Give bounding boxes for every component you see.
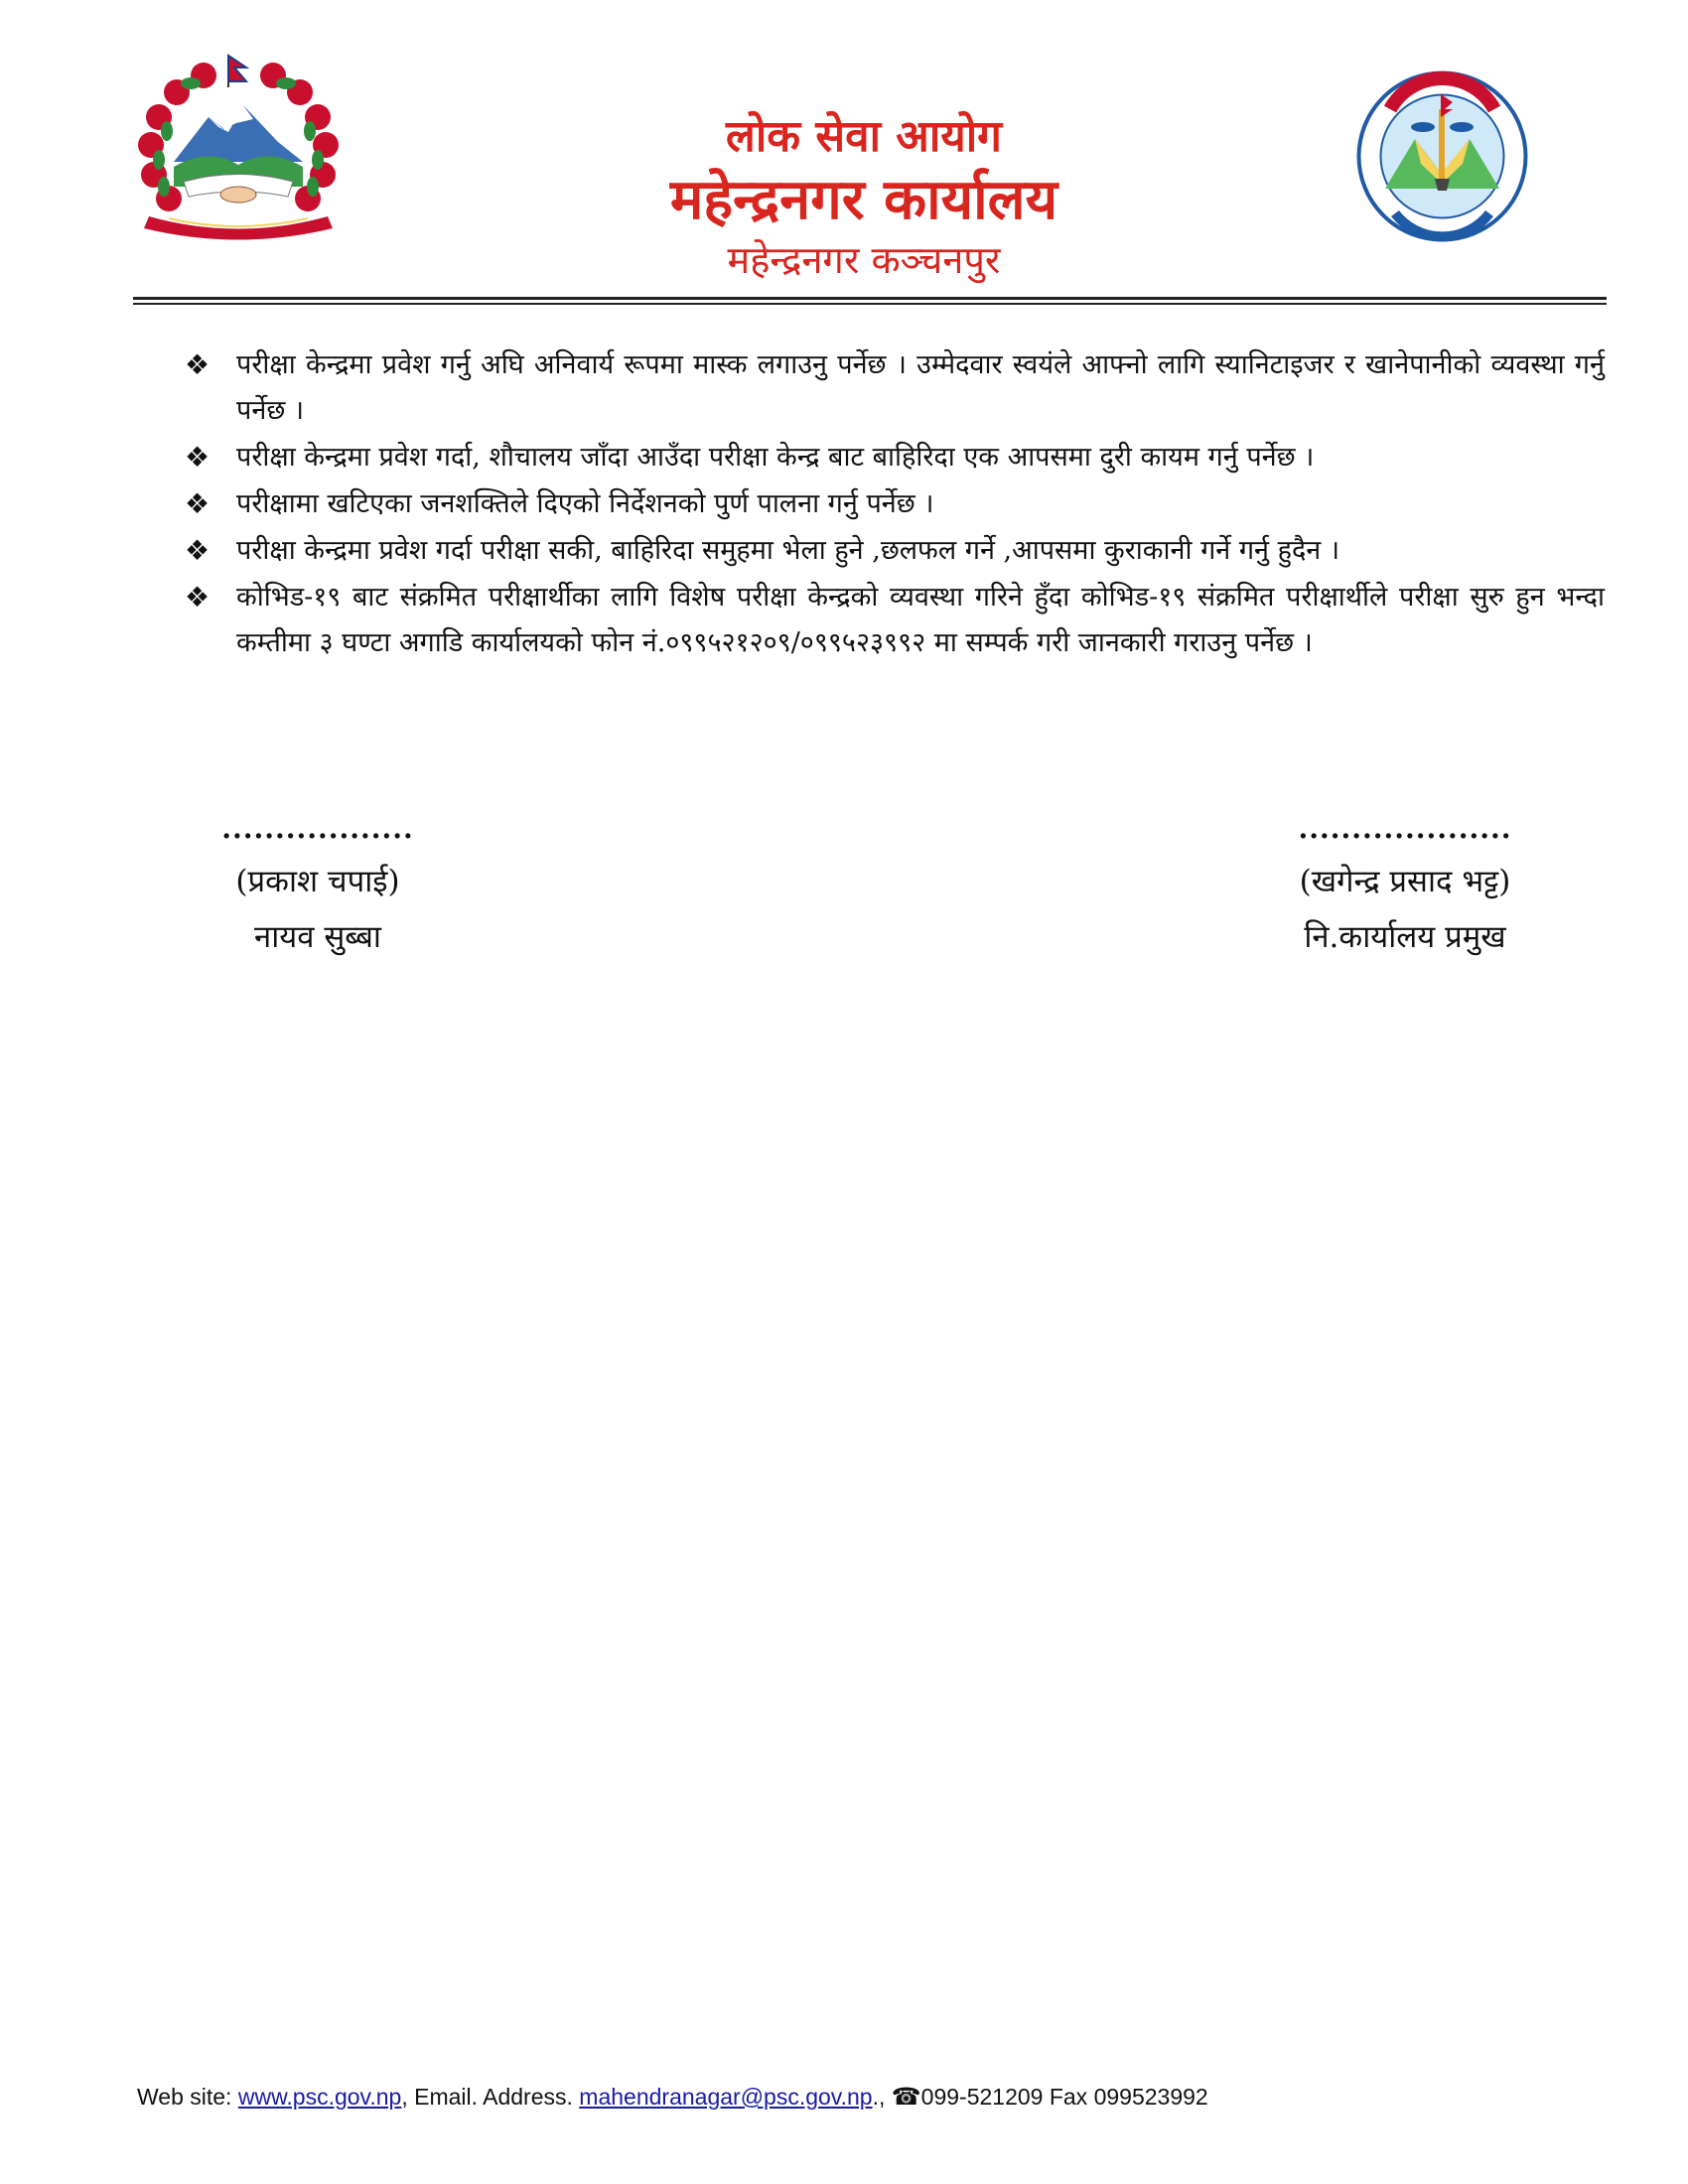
office-header — [377, 109, 1350, 286]
fax-number: 099523992 — [1093, 2084, 1208, 2110]
diamond-bullet-icon: ❖ — [185, 534, 211, 567]
list-item — [185, 528, 1605, 574]
signatory-title: नायव सुब्बा — [254, 919, 381, 955]
signatory-name: (खगेन्द्र प्रसाद भट्ट) — [1299, 864, 1511, 899]
list-item — [185, 342, 1605, 434]
instruction-text: परीक्षा केन्द्रमा प्रवेश गर्नु अघि अनिवार्य रूपमा मास्क लगाउनु पर्नेछ । उम्मेदवार स्वयंले आफ्नो लागि स्यानिटाइजर र खानेपानीको व्यवस्था गर्नु पर्नेछ । — [236, 349, 1605, 426]
email-suffix: ., — [872, 2084, 886, 2110]
email-label: , Email. Address. — [401, 2084, 580, 2110]
signature-block-left — [209, 814, 427, 965]
header-divider — [133, 297, 1607, 300]
fax-label: Fax — [1043, 2084, 1094, 2110]
list-item — [185, 575, 1605, 666]
diamond-bullet-icon: ❖ — [185, 441, 211, 474]
instruction-text: कोभिड-१९ बाट संक्रमित परीक्षार्थीका लागि विशेष परीक्षा केन्द्रको व्यवस्था गरिने हुँदा कोभिड-१९ संक्रमित परीक्षार्थीले परीक्षा सुरु हुन भन्दा कम्तीमा ३ घण्टा अगाडि कार्यालयको फोन नं.०९९५२१२०९/०९९५२३९९२ मा सम्पर्क गरी जानकारी गराउनु पर्नेछ । — [236, 582, 1605, 658]
signatory-title: नि.कार्यालय प्रमुख — [1304, 919, 1506, 955]
signature-block-right — [1276, 814, 1534, 965]
phone-icon: ☎ — [891, 2084, 921, 2111]
diamond-bullet-icon: ❖ — [185, 581, 211, 614]
public-service-commission-logo-icon — [1355, 69, 1529, 243]
phone-number: 099-521209 — [920, 2084, 1044, 2110]
header-divider-thin — [133, 303, 1607, 305]
instruction-text: परीक्षा केन्द्रमा प्रवेश गर्दा, शौचालय जाँदा आउँदा परीक्षा केन्द्र बाट बाहिरिदा एक आपसमा दुरी कायम गर्नु पर्नेछ । — [236, 442, 1315, 473]
signatory-name: (प्रकाश चपाई) — [235, 864, 400, 899]
signature-line: .................... — [1298, 812, 1512, 845]
diamond-bullet-icon: ❖ — [185, 487, 211, 520]
list-item — [185, 435, 1605, 480]
nepal-coat-of-arms-icon — [129, 48, 348, 241]
email-link[interactable]: mahendranagar@psc.gov.np — [579, 2084, 873, 2110]
list-item — [185, 481, 1605, 527]
commission-name: लोक सेवा आयोग — [726, 111, 1002, 162]
footer-contact — [137, 2083, 1208, 2112]
instruction-text: परीक्षा केन्द्रमा प्रवेश गर्दा परीक्षा सकी, बाहिरिदा समुहमा भेला हुने ,छलफल गर्ने ,आपसमा कुराकानी गर्ने गर्नु हुदैन । — [236, 535, 1340, 566]
office-name: महेन्द्रनगर कार्यालय — [669, 167, 1058, 232]
instruction-list — [185, 342, 1605, 667]
website-label: Web site: — [137, 2084, 238, 2110]
diamond-bullet-icon: ❖ — [185, 348, 211, 381]
instruction-text: परीक्षामा खटिएका जनशक्तिले दिएको निर्देशनको पुर्ण पालना गर्नु पर्नेछ । — [236, 488, 934, 519]
signature-line: .................. — [221, 812, 414, 845]
office-location: महेन्द्रनगर कञ्चनपुर — [727, 238, 1001, 282]
website-link[interactable]: www.psc.gov.np — [237, 2084, 402, 2110]
